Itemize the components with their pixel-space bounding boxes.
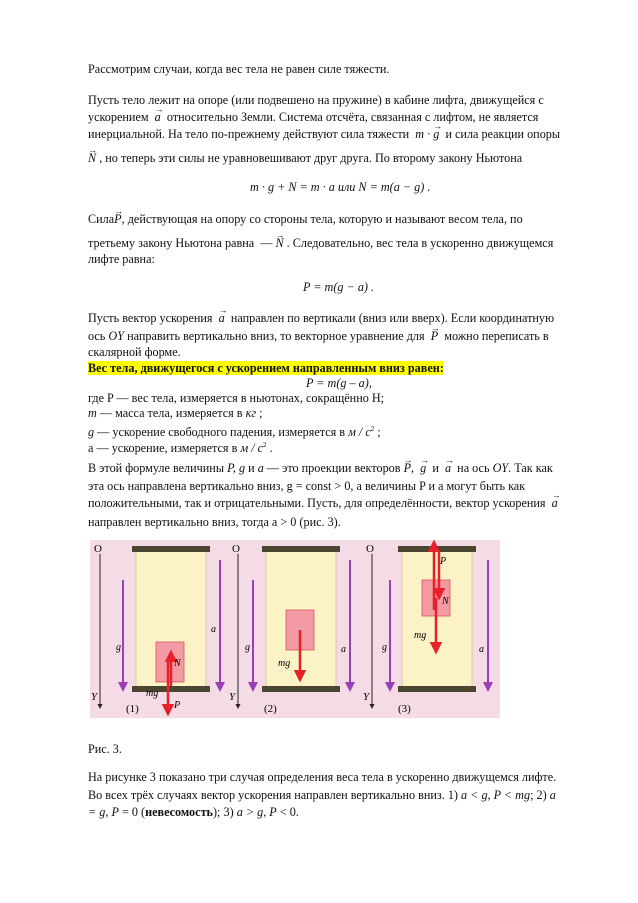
paragraph-3-line-2: третьему закону Ньютона равна — → N . Следовательно, вес тела в ускоренно движущемся [88,236,553,250]
axis-oy-text: OY [108,329,125,343]
text-fragment: , действующая на опору со стороны тела, которую и называют весом тела, по [121,212,523,226]
text-fragment: инерциальной. На тело по-прежнему действуют сила тяжести [88,127,410,141]
text-fragment: третьему закону Ньютона равна [88,236,255,250]
definition-a: a — ускорение, измеряется в м / $с^2$ . [88,441,273,456]
floor [398,686,476,692]
text-fragment: , но теперь эти силы не уравновешивают друг друга. По второму закону Ньютона [99,151,523,165]
paragraph-2-line-1: Пусть тело лежит на опоре (или подвешено на пружине) в кабине лифта, движущейся с [88,93,544,107]
a-label: a [341,644,346,655]
paragraph-3-line-1 [88,212,523,226]
newton-formula: m · g + N = m · a или N = m(a − g) . [250,180,431,194]
text-fragment: ось [88,329,106,343]
vector-n-symbol: → N [275,236,283,250]
text-fragment: ускорением [88,110,149,124]
vector-p-symbol: → P [114,212,121,226]
vector-a-symbol: → a [155,110,161,124]
definition-m: m — масса тела, измеряется в кг ; [88,406,263,420]
p-label: P [440,556,447,567]
paragraph-6-line-3: = g, P = 0 (невесомость); 3) a > g, P < 0. [88,805,299,819]
a-label: a [211,624,216,635]
mg-label: mg [278,658,291,669]
vector-p-symbol: → P [431,329,438,343]
figure-3-elevator-diagram [90,540,500,718]
paragraph-intro: Рассмотрим случаи, когда вес тела не равен силе тяжести. [88,62,390,76]
g-label: g [382,642,387,653]
text-fragment: Пусть вектор ускорения [88,311,213,325]
vector-n-symbol: → N [88,151,96,165]
definition-p: где P — вес тела, измеряется в ньютонах, сокращённо Н; [88,391,385,405]
text-fragment: можно переписать в [444,329,549,343]
axis-o-label: O [232,543,240,555]
axis-o-label: O [366,543,374,555]
panel-1-label: (1) [126,703,139,715]
panel-2-label: (2) [264,703,277,715]
weight-vector-formula: P = m(g − a) . [303,280,375,294]
ceiling [398,546,476,552]
axis-o-label: O [94,543,102,555]
paragraph-4-line-3: скалярной форме. [88,345,181,359]
m-g-symbol: m · → g [415,127,439,141]
text-fragment: . Следовательно, вес тела в ускоренно движущемся [286,236,554,250]
axis-y-label: Y [363,691,370,703]
text-fragment: Сила [88,212,115,226]
floor [132,686,210,692]
ceiling [132,546,210,552]
vector-a-symbol: → a [219,311,225,325]
text-fragment: направлен по вертикали (вниз или вверх). Если координатную [230,311,555,325]
paragraph-5-line-3: положительными, так и отрицательными. Пусть, для определённости, вектор ускорения → a [88,496,558,510]
section-heading: Вес тела, движущегося с ускорением направленным вниз равен: [88,361,444,375]
paragraph-6-line-1: На рисунке 3 показано три случая определения веса тела в ускоренно движущемся лифте. [88,770,557,784]
n-label: N [442,596,449,607]
axis-y-label: Y [229,691,236,703]
axis-y-label: Y [91,691,98,703]
ceiling [262,546,340,552]
floor [262,686,340,692]
weight-scalar-formula: P = m(g – a), [306,376,372,390]
p-label: P [174,700,181,711]
mg-label: mg [146,688,159,699]
g-label: g [116,642,121,653]
paragraph-5-line-4: направлен вертикально вниз, тогда a > 0 (рис. 3). [88,515,341,529]
mg-label: mg [414,630,427,641]
text-fragment: направить вертикально вниз, то векторное уравнение для [127,329,425,343]
paragraph-3-line-3: лифте равна: [88,252,155,266]
text-fragment: относительно Земли. Система отсчёта, связанная с лифтом, не является [166,110,539,124]
paragraph-5-line-1: В этой формуле величины P, g и a — это проекции векторов → P, → g и → a на ось OY. Так как [88,461,553,475]
paragraph-2-line-2 [88,110,538,124]
a-label: a [479,644,484,655]
paragraph-4-line-2 [88,329,549,343]
paragraph-5-line-2: эта ось направлена вертикально вниз, g = const > 0, а величины P и a могут быть как [88,479,526,493]
text-fragment: и сила реакции опоры [445,127,561,141]
paragraph-4-line-1 [88,311,554,325]
paragraph-2-line-3 [88,127,560,141]
g-label: g [245,642,250,653]
panel-3-label: (3) [398,703,411,715]
paragraph-2-line-4 [88,151,522,165]
paragraph-6-line-2: Во всех трёх случаях вектор ускорения направлен вертикально вниз. 1) a < g, P < mg; 2) a [88,788,556,802]
definition-g: g — ускорение свободного падения, измеряется в м / $с^2$ ; [88,425,381,440]
figure-caption: Рис. 3. [88,742,122,756]
n-label: N [174,658,181,669]
